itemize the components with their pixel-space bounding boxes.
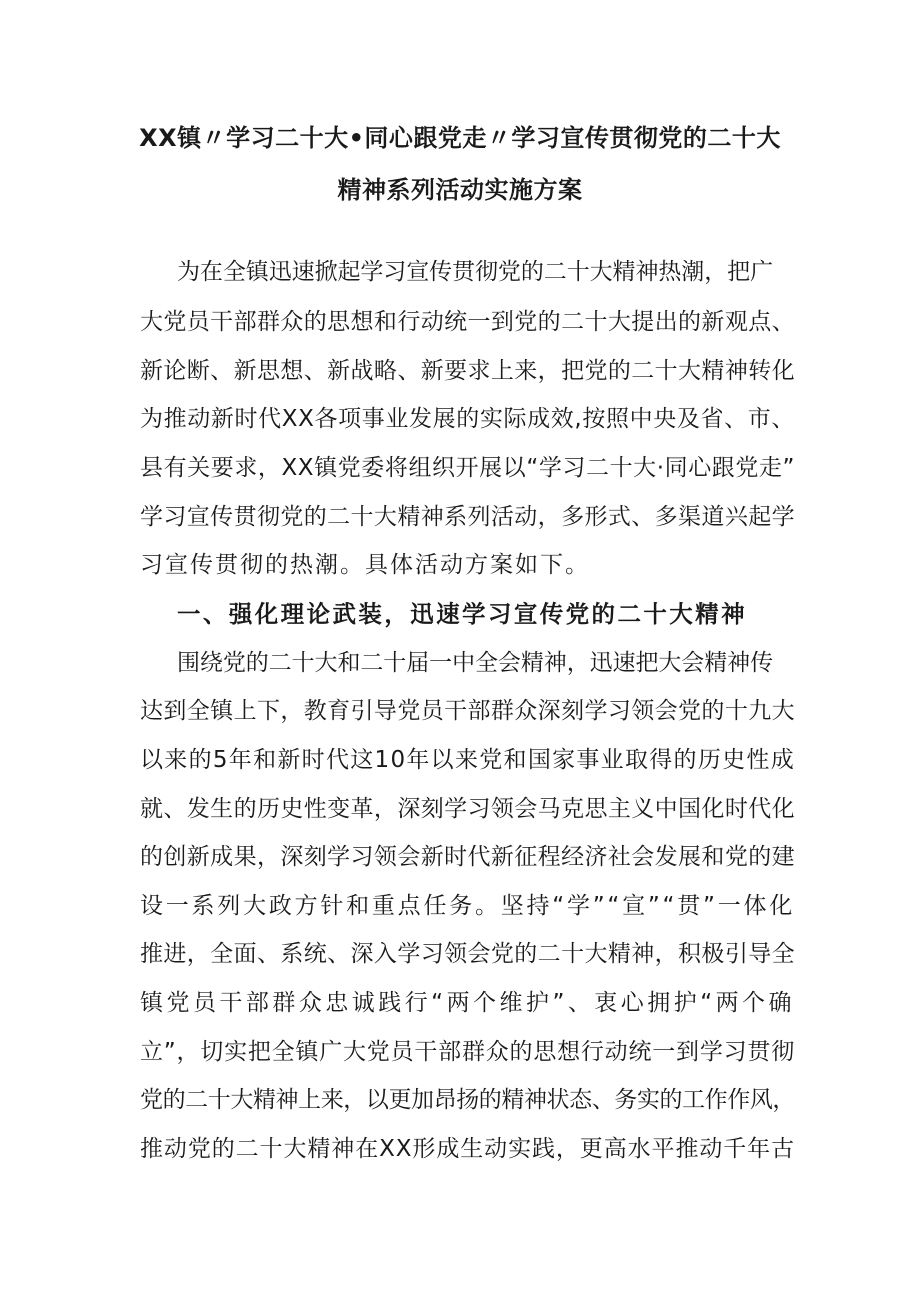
section-line: 以来的5年和新时代这10年以来党和国家事业取得的历史性成 xyxy=(140,747,795,773)
section-line: 围绕党的二十大和二十届一中全会精神，迅速把大会精神传 xyxy=(177,650,774,676)
section-line: 镇党员干部群众忠诚践行“两个维护”、衷心拥护“两个确 xyxy=(140,990,795,1016)
intro-line: 大党员干部群众的思想和行动统一到党的二十大提出的新观点、 xyxy=(140,309,795,335)
section-line: 推进，全面、系统、深入学习领会党的二十大精神，积极引导全 xyxy=(140,941,795,967)
intro-line: 为在全镇迅速掀起学习宣传贯彻党的二十大精神热潮，把广 xyxy=(177,259,774,285)
section-heading: 一、强化理论武装，迅速学习宣传党的二十大精神 xyxy=(177,600,747,628)
section-line: 设一系列大政方针和重点任务。坚持“学”“宣”“贯”一体化 xyxy=(140,893,795,919)
document-title-line-1: XX镇〃学习二十大•同心跟党走〃学习宣传贯彻党的二十大 xyxy=(139,124,781,152)
intro-line: 学习宣传贯彻党的二十大精神系列活动，多形式、多渠道兴起学 xyxy=(140,504,795,530)
section-line: 推动党的二十大精神在XX形成生动实践，更高水平推动千年古 xyxy=(140,1136,795,1162)
intro-line: 为推动新时代XX各项事业发展的实际成效,按照中央及省、市、 xyxy=(140,406,795,432)
document-title-line-2: 精神系列活动实施方案 xyxy=(337,176,583,204)
section-line: 党的二十大精神上来，以更加昂扬的精神状态、务实的工作作风， xyxy=(140,1087,796,1113)
section-line: 立”，切实把全镇广大党员干部群众的思想行动统一到学习贯彻 xyxy=(140,1039,795,1065)
section-line: 就、发生的历史性变革，深刻学习领会马克思主义中国化时代化 xyxy=(140,796,795,822)
section-line: 的创新成果，深刻学习领会新时代新征程经济社会发展和党的建 xyxy=(140,844,795,870)
intro-line: 习宣传贯彻的热潮。具体活动方案如下。 xyxy=(140,552,590,578)
section-line: 达到全镇上下，教育引导党员干部群众深刻学习领会党的十九大 xyxy=(140,698,795,724)
intro-line: 新论断、新思想、新战略、新要求上来，把党的二十大精神转化 xyxy=(140,358,795,384)
intro-line: 县有关要求，XX镇党委将组织开展以“学习二十大·同心跟党走” xyxy=(140,455,795,481)
